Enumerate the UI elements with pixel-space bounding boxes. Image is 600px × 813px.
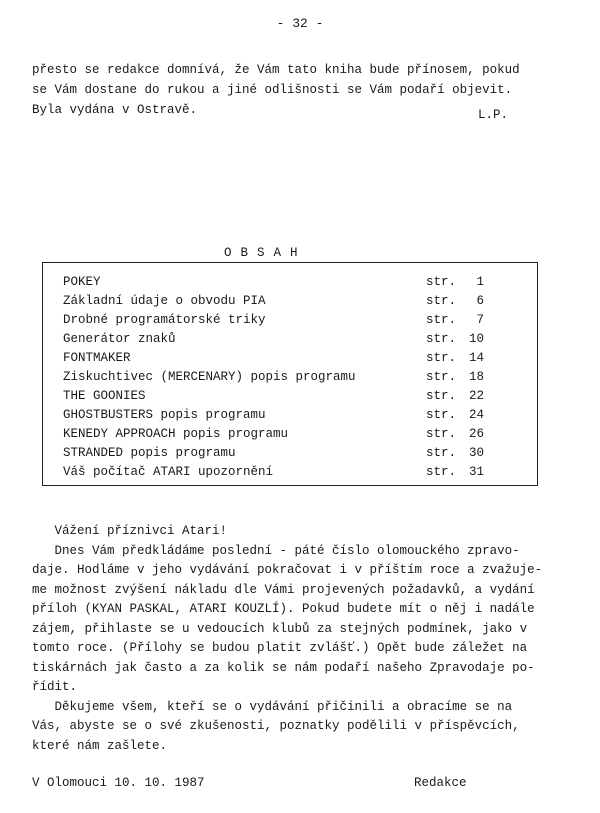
letter-line: Vás, abyste se o své zkušenosti, poznatky podělili v příspěvcích,: [32, 719, 520, 733]
toc-item-title: Generátor znaků: [63, 332, 176, 346]
toc-item-page: [426, 368, 484, 387]
toc-item-title: Základní údaje o obvodu PIA: [63, 294, 266, 308]
toc-heading: OBSAH: [224, 246, 307, 260]
toc-item-title: STRANDED popis programu: [63, 446, 236, 460]
toc-page-number: 31: [469, 465, 485, 479]
toc-page-prefix: str.: [426, 351, 457, 365]
toc-item-page: [426, 311, 484, 330]
toc-page-number: 30: [469, 446, 485, 460]
toc-page-number: 26: [469, 427, 485, 441]
toc-item-page: [426, 330, 484, 349]
intro-line: přesto se redakce domnívá, že Vám tato kniha bude přínosem, pokud: [32, 63, 520, 77]
toc-item-title: KENEDY APPROACH popis programu: [63, 427, 289, 441]
toc-item-page: [426, 463, 484, 482]
toc-page-prefix: str.: [426, 408, 457, 422]
table-of-contents: [42, 262, 538, 486]
toc-item-page: [426, 425, 484, 444]
intro-line: Byla vydána v Ostravě.: [32, 103, 198, 117]
toc-item-title: FONTMAKER: [63, 351, 131, 365]
editorial-signature: Redakce: [414, 776, 467, 790]
toc-item-page: [426, 387, 484, 406]
toc-item-title: Váš počítač ATARI upozornění: [63, 465, 274, 479]
toc-page-prefix: str.: [426, 294, 457, 308]
letter-line: Děkujeme všem, kteří se o vydávání přičinili a obracíme se na: [32, 699, 513, 714]
toc-item-page: [426, 349, 484, 368]
toc-item-page: [426, 406, 484, 425]
toc-item-title: POKEY: [63, 275, 101, 289]
letter-line: tomto roce. (Přílohy se budou platit zvlášť.) Opět bude záležet na: [32, 641, 528, 655]
toc-item-page: [426, 444, 484, 463]
toc-page-prefix: str.: [426, 332, 457, 346]
letter-line: řídit.: [32, 680, 78, 694]
toc-page-number: 18: [469, 370, 485, 384]
toc-page-number: 7: [476, 313, 485, 327]
toc-item-title: GHOSTBUSTERS popis programu: [63, 408, 266, 422]
intro-signature: L.P.: [478, 108, 509, 122]
toc-item-page: [426, 292, 484, 311]
place-date: V Olomouci 10. 10. 1987: [32, 776, 205, 790]
letter-line: Vážení příznivci Atari!: [32, 524, 228, 538]
letter-line: které nám zašlete.: [32, 738, 168, 753]
page-number: - 32 -: [276, 16, 324, 31]
toc-page-prefix: str.: [426, 465, 457, 479]
letter-line: Dnes Vám předkládáme poslední - páté číslo olomouckého zpravo-: [32, 543, 520, 558]
toc-page-prefix: str.: [426, 446, 457, 460]
toc-page-number: 1: [476, 275, 485, 289]
toc-page-number: 14: [469, 351, 485, 365]
toc-item-title: Ziskuchtivec (MERCENARY) popis programu: [63, 370, 356, 384]
toc-item-title: Drobné programátorské triky: [63, 313, 266, 327]
toc-page-number: 24: [469, 408, 485, 422]
toc-item-title: THE GOONIES: [63, 389, 146, 403]
letter-line: daje. Hodláme v jeho vydávání pokračovat i v příštím roce a zvažuje-: [32, 563, 543, 577]
toc-page-number: 22: [469, 389, 485, 403]
toc-page-prefix: str.: [426, 427, 457, 441]
toc-page-prefix: str.: [426, 370, 457, 384]
letter-line: zájem, přihlaste se u vedoucích klubů za stejných podmínek, jako v: [32, 621, 528, 636]
toc-page-number: 10: [469, 332, 485, 346]
editorial-letter: [32, 522, 572, 756]
toc-page-prefix: str.: [426, 389, 457, 403]
toc-page-prefix: str.: [426, 313, 457, 327]
letter-line: příloh (KYAN PASKAL, ATARI KOUZLÍ). Pokud budete mít o něj i nadále: [32, 602, 535, 616]
toc-page-prefix: str.: [426, 275, 457, 289]
intro-line: se Vám dostane do rukou a jiné odlišnosti se Vám podaří objevit.: [32, 83, 513, 97]
letter-line: tiskárnách jak často a za kolik se nám podaří našeho Zpravodaje po-: [32, 660, 535, 675]
toc-item-page: [426, 273, 484, 292]
letter-line: me možnost zvýšení nákladu dle Vámi projevených požadavků, a vydání: [32, 582, 535, 597]
toc-page-number: 6: [476, 294, 485, 308]
